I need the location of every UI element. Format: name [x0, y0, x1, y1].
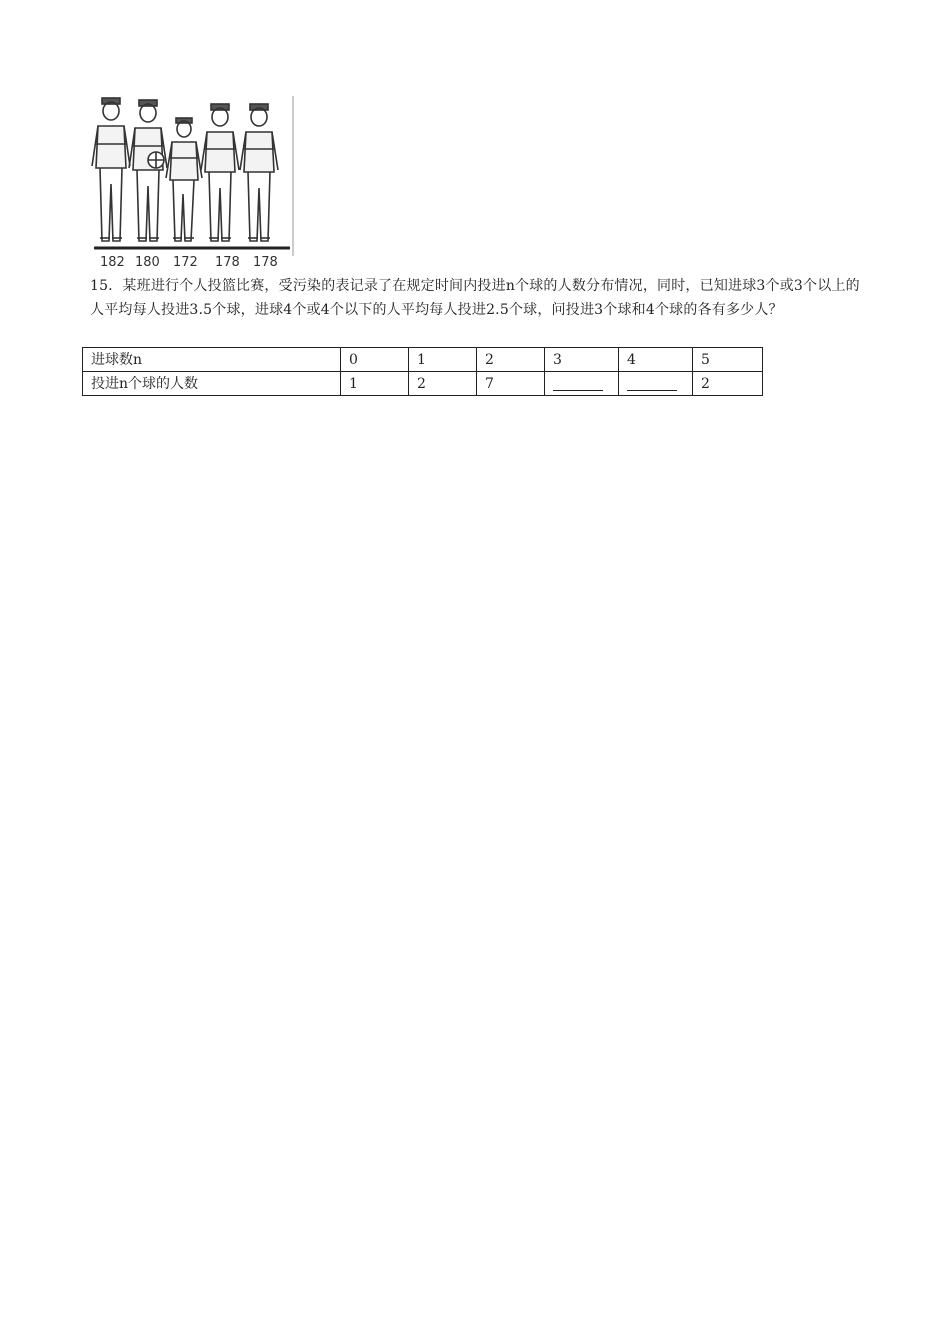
people-illustration [90, 96, 296, 256]
person-2-figure [129, 100, 167, 241]
table-cell: 3 [545, 348, 619, 372]
person-1-figure [92, 98, 130, 241]
height-label: 182 [100, 255, 125, 270]
table-row [83, 348, 763, 372]
row-header: 投进n个球的人数 [83, 372, 341, 396]
problem-15-text: 15．某班进行个人投篮比赛，受污染的表记录了在规定时间内投进n个球的人数分布情况，同时，已知进球3个或3个以上的人平均每人投进3.5个球，进球4个或4个以下的人平均每人投进2.5个球，问投进3个球和4个球的各有多少人？ [90, 278, 860, 318]
table-cell: 2 [477, 348, 545, 372]
table-cell: 4 [619, 348, 693, 372]
person-3-figure [166, 118, 202, 241]
height-label: 172 [173, 255, 198, 270]
table-row [83, 372, 763, 396]
blank-cell-3 [545, 372, 619, 396]
person-4-figure [201, 104, 239, 241]
table-cell: 7 [477, 372, 545, 396]
five-people-height-figure [90, 96, 296, 274]
height-label: 178 [253, 255, 278, 270]
table-cell: 0 [341, 348, 409, 372]
person-5-figure [240, 104, 278, 241]
shooting-results-table [82, 347, 763, 396]
answer-blank [553, 376, 603, 391]
height-labels [90, 255, 296, 273]
table-cell: 1 [409, 348, 477, 372]
table-cell: 2 [409, 372, 477, 396]
table-cell: 5 [693, 348, 763, 372]
height-label: 178 [215, 255, 240, 270]
blank-cell-4 [619, 372, 693, 396]
height-label: 180 [135, 255, 160, 270]
table-cell: 2 [693, 372, 763, 396]
answer-blank [627, 376, 677, 391]
table-cell: 1 [341, 372, 409, 396]
row-header: 进球数n [83, 348, 341, 372]
